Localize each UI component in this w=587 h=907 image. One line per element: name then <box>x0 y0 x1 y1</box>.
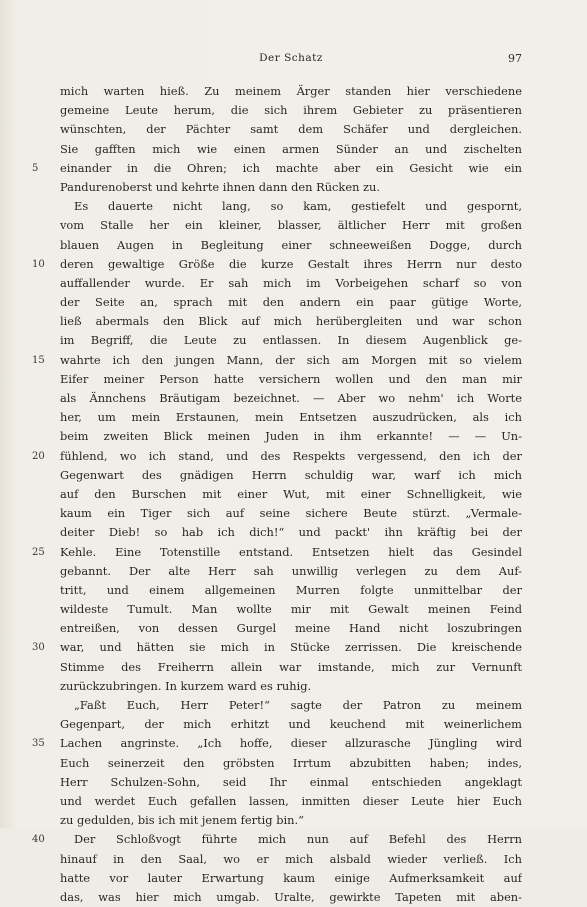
text-line <box>60 869 522 888</box>
text-line <box>60 178 522 197</box>
text-line <box>32 734 522 753</box>
text-line <box>60 562 522 581</box>
line-number: 30 <box>32 642 45 654</box>
text-line <box>60 293 522 312</box>
text-line <box>60 677 522 696</box>
line-text: Sie gafften mich wie einen armen Sünder an und zischelten <box>60 141 522 156</box>
text-line <box>60 197 522 216</box>
text-line <box>60 888 522 907</box>
line-text: deren gewaltige Größe die kurze Gestalt ihres Herrn nur desto <box>60 256 522 271</box>
line-text: als Ännchens Bräutigam bezeichnet. — Aber wo nehm' ich Worte <box>60 391 522 405</box>
text-line <box>32 159 522 178</box>
line-text: tritt, und einem allgemeinen Murren folgte unmittelbar der <box>60 582 522 597</box>
line-text: im Begriff, die Leute zu entlassen. In diesem Augenblick ge- <box>60 333 522 348</box>
line-text: zurückzubringen. In kurzem ward es ruhig. <box>60 678 312 693</box>
line-text: gebannt. Der alte Herr sah unwillig verlegen zu dem Auf- <box>60 563 522 578</box>
line-text: Pandurenoberst und kehrte ihnen dann den Rücken zu. <box>60 179 380 194</box>
line-text: hinauf in den Saal, wo er mich alsbald wieder verließ. Ich <box>60 851 522 866</box>
text-line <box>60 389 522 408</box>
text-line <box>60 658 522 677</box>
running-title: Der Schatz <box>259 52 323 64</box>
line-text: Stimme des Freiherrn allein war imstande, mich zur Vernunft <box>60 659 522 674</box>
line-number: 35 <box>32 738 45 750</box>
line-text: der Seite an, sprach mit den andern ein paar gütige Worte, <box>60 295 522 310</box>
text-line <box>60 427 522 446</box>
line-text: hatte vor lauter Erwartung kaum einige Aufmerksamkeit auf <box>60 870 522 885</box>
line-text: Es dauerte nicht lang, so kam, gestiefelt und gespornt, <box>74 199 522 214</box>
line-text: „Faßt Euch, Herr Peter!“ sagte der Patron zu meinem <box>74 698 522 712</box>
line-text: vom Stalle her ein kleiner, blasser, ältlicher Herr mit großen <box>60 218 522 233</box>
line-text: auf den Burschen mit einer Wut, mit einer Schnelligkeit, wie <box>60 486 522 501</box>
text-line <box>60 120 522 139</box>
line-text: einander in die Ohren; ich machte aber ein Gesicht wie ein <box>60 160 522 175</box>
line-number: 20 <box>32 450 45 462</box>
line-text: wildeste Tumult. Man wollte mir mit Gewalt meinen Feind <box>60 602 522 617</box>
line-text: Gegenpart, der mich erhitzt und keuchend mit weinerlichem <box>60 717 522 732</box>
line-number: 25 <box>32 546 45 558</box>
line-text: Eifer meiner Person hatte versichern wollen und den man mir <box>60 371 522 386</box>
text-line <box>60 140 522 159</box>
page-number: 97 <box>508 52 522 65</box>
body-text <box>32 82 522 907</box>
text-line <box>60 773 522 792</box>
text-line <box>60 370 522 389</box>
text-line <box>60 504 522 523</box>
text-line <box>60 754 522 773</box>
line-text: Euch seinerzeit den gröbsten Irrtum abzubitten haben; indes, <box>60 755 522 770</box>
text-line <box>60 850 522 869</box>
line-text: mich warten hieß. Zu meinem Ärger standen hier verschiedene <box>60 84 522 98</box>
line-text: das, was hier mich umgab. Uralte, gewirkte Tapeten mit aben- <box>60 889 522 904</box>
line-text: ließ abermals den Blick auf mich herübergleiten und war schon <box>60 314 522 329</box>
text-line <box>60 600 522 619</box>
text-line <box>60 581 522 600</box>
text-line <box>60 696 522 715</box>
text-line <box>60 792 522 811</box>
line-text: gemeine Leute herum, die sich ihrem Gebieter zu präsentieren <box>60 103 522 118</box>
text-line <box>60 523 522 542</box>
line-text: her, um mein Erstaunen, mein Entsetzen auszudrücken, als ich <box>60 410 522 425</box>
text-line <box>60 466 522 485</box>
text-line <box>60 408 522 427</box>
line-text: wünschten, der Pächter samt dem Schäfer und dergleichen. <box>60 122 522 137</box>
line-text: Lachen angrinste. „Ich hoffe, dieser allzurasche Jüngling wird <box>60 736 522 751</box>
text-line <box>60 274 522 293</box>
line-number: 15 <box>32 354 45 366</box>
line-text: fühlend, wo ich stand, und des Respekts vergessend, den ich der <box>60 448 522 463</box>
text-line <box>60 485 522 504</box>
text-line <box>60 236 522 255</box>
text-line <box>60 715 522 734</box>
page-header <box>60 52 522 66</box>
line-text: wahrte ich den jungen Mann, der sich am Morgen mit so vielem <box>60 352 522 367</box>
line-text: deiter Dieb! so hab ich dich!“ und packt' ihn kräftig bei der <box>60 525 522 540</box>
text-line <box>60 101 522 120</box>
line-number: 40 <box>32 834 45 846</box>
text-line <box>32 830 522 849</box>
text-line <box>60 619 522 638</box>
line-text: kaum ein Tiger sich auf seine sichere Beute stürzt. „Vermale- <box>60 506 522 521</box>
line-text: blauen Augen in Begleitung einer schneeweißen Dogge, durch <box>60 237 522 252</box>
text-line <box>32 447 522 466</box>
line-text: Kehle. Eine Totenstille entstand. Entsetzen hielt das Gesindel <box>60 544 522 559</box>
line-text: zu gedulden, bis ich mit jenem fertig bin.“ <box>60 813 304 828</box>
text-line <box>60 216 522 235</box>
text-line <box>60 82 522 101</box>
line-text: war, und hätten sie mich in Stücke zerrissen. Die kreischende <box>60 640 522 655</box>
text-line <box>60 331 522 350</box>
text-line <box>60 312 522 331</box>
line-text: Gegenwart des gnädigen Herrn schuldig war, warf ich mich <box>60 467 522 482</box>
line-text: beim zweiten Blick meinen Juden in ihm erkannte! — — Un- <box>60 429 522 444</box>
text-line <box>32 638 522 657</box>
text-line <box>32 255 522 274</box>
line-number: 10 <box>32 258 45 270</box>
line-text: auffallender wurde. Er sah mich im Vorbeigehen scharf so von <box>60 275 522 290</box>
text-line <box>60 811 522 830</box>
line-number: 5 <box>32 162 39 174</box>
text-line <box>32 543 522 562</box>
text-line <box>32 351 522 370</box>
line-text: Herr Schulzen-Sohn, seid Ihr einmal entschieden angeklagt <box>60 774 522 789</box>
line-text: entreißen, von dessen Gurgel meine Hand nicht loszubringen <box>60 621 522 636</box>
line-text: und werdet Euch gefallen lassen, inmitten dieser Leute hier Euch <box>60 793 522 808</box>
line-text: Der Schloßvogt führte mich nun auf Befehl des Herrn <box>74 832 522 847</box>
